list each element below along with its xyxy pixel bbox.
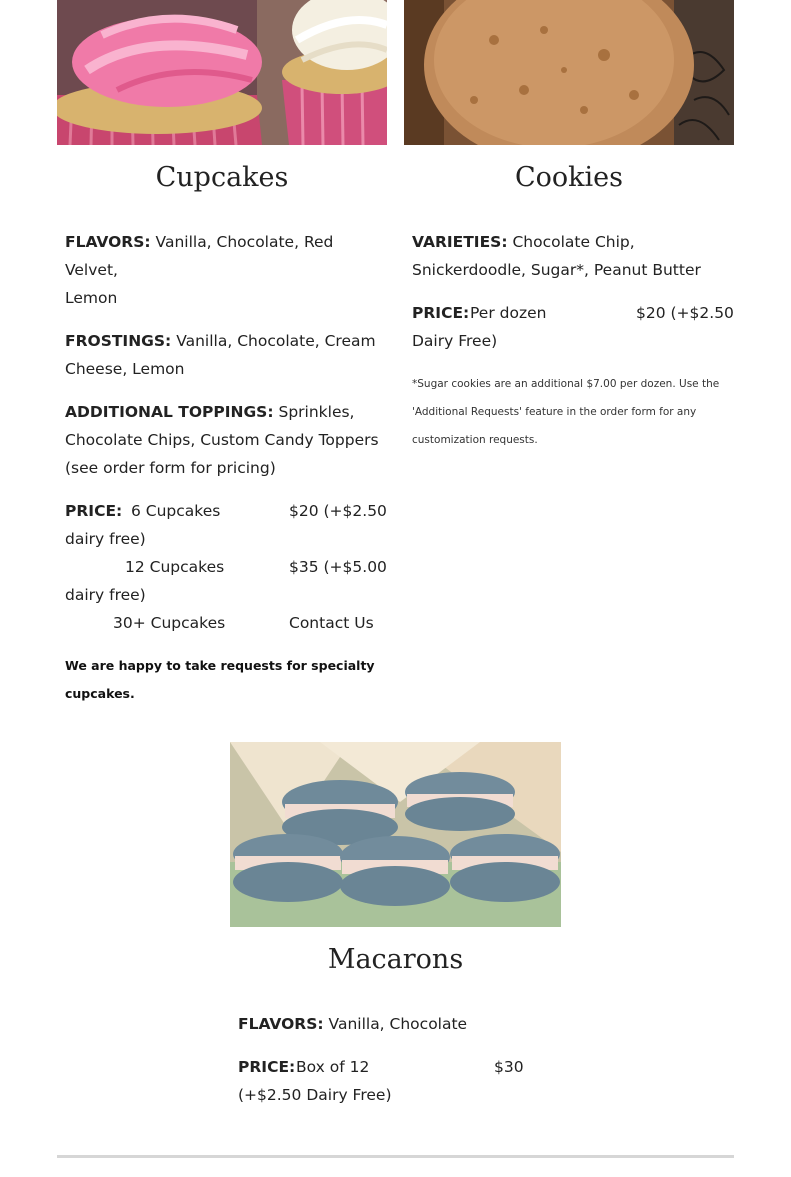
price-cont: dairy free) [65,586,146,604]
cupcakes-frostings-cont: Cheese, Lemon [65,360,185,378]
sugar-cookie-note: *Sugar cookies are an additional $7.00 per dozen. Use the [412,378,720,390]
specialty-note: We are happy to take requests for specialty [65,658,375,673]
cupcakes-photo [57,0,387,145]
price-cont: (+$2.50 Dairy Free) [238,1086,392,1104]
frostings-label: FROSTINGS: [65,332,172,350]
cookies-varieties [412,228,732,256]
cupcakes-toppings [65,398,385,426]
macarons-title: Macarons [327,944,464,975]
price-qty: Box of 12 [296,1058,370,1076]
macarons-photo [230,742,561,927]
cupcakes-flavors-cont: Lemon [65,289,118,307]
flavors-label: FLAVORS: [65,233,151,251]
cupcakes-details [65,228,385,708]
price-label: PRICE: [412,304,470,322]
cupcakes-flavors [65,228,385,284]
price-qty: Per dozen [470,304,547,322]
frostings-value: Vanilla, Chocolate, Cream [176,332,376,350]
cupcakes-frostings [65,327,385,355]
flavors-label: FLAVORS: [238,1015,324,1033]
section-divider [57,1155,734,1158]
toppings-label: ADDITIONAL TOPPINGS: [65,403,274,421]
cookies-varieties-cont: Snickerdoodle, Sugar*, Peanut Butter [412,261,701,279]
cupcakes-price-row-2 [65,553,385,581]
cookies-title: Cookies [515,162,623,193]
cookies-photo [404,0,734,145]
price-qty: 30+ Cupcakes [113,614,226,632]
price-qty: 6 Cupcakes [131,502,221,520]
sugar-cookie-note-cont: 'Additional Requests' feature in the order form for any [412,406,697,418]
price-label: PRICE: [65,502,123,520]
sugar-cookie-note-cont2: customization requests. [412,434,538,446]
price-label: PRICE: [238,1058,296,1076]
cookies-details [412,228,732,454]
flavors-value: Vanilla, Chocolate [328,1015,468,1033]
cupcakes-price-row-1 [65,497,385,525]
price-value: $30 [494,1058,524,1076]
cupcakes-price-row-3 [65,609,385,637]
price-qty: 12 Cupcakes [125,558,225,576]
toppings-value: Sprinkles, [278,403,355,421]
macarons-details [238,1010,558,1109]
macarons-flavors [238,1010,558,1038]
price-cont: Dairy Free) [412,332,498,350]
price-value: $20 (+$2.50 [289,502,387,520]
macarons-price-row [238,1053,558,1081]
cookies-price-row [412,299,732,327]
cupcakes-toppings-cont2: (see order form for pricing) [65,459,276,477]
price-value: $20 (+$2.50 [636,304,734,322]
price-cont: dairy free) [65,530,146,548]
price-value: $35 (+$5.00 [289,558,387,576]
price-value: Contact Us [289,614,374,632]
specialty-note-cont: cupcakes. [65,686,135,701]
cupcakes-toppings-cont: Chocolate Chips, Custom Candy Toppers [65,431,379,449]
flavors-value: Vanilla, Chocolate, Red Velvet, [65,233,334,279]
varieties-value: Chocolate Chip, [512,233,635,251]
cupcakes-title: Cupcakes [155,162,289,193]
varieties-label: VARIETIES: [412,233,508,251]
